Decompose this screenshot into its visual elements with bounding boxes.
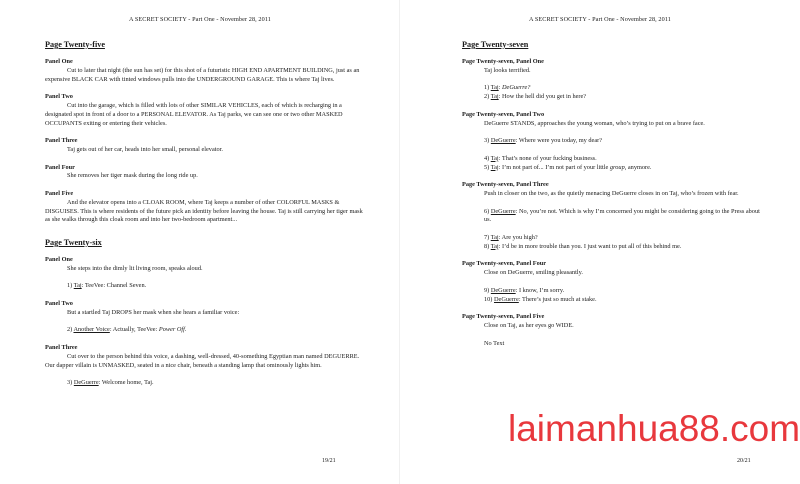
panel-label: Panel One bbox=[45, 255, 73, 263]
panel-description: Push in closer on the two, as the quietly menacing DeGuerre closes in on Taj, who’s frozen with fear. bbox=[484, 189, 739, 197]
dialogue-line: 2) Taj: How the hell did you get in here? bbox=[484, 93, 587, 101]
panel-description: Close on Taj, as her eyes go WIDE. bbox=[484, 321, 574, 329]
dialogue-line: 8) Taj: I’d be in more trouble than you. I just want to put all of this behind me. bbox=[484, 242, 682, 250]
panel-description: Taj gets out of her car, heads into her small, personal elevator. bbox=[67, 145, 223, 153]
dialogue-line: 3) DeGuerre: Welcome home, Taj. bbox=[67, 379, 154, 387]
page-title: Page Twenty-six bbox=[45, 237, 102, 247]
dialogue-line: 1) Taj: DeGuerre? bbox=[484, 84, 531, 92]
panel-label: Panel Two bbox=[45, 299, 73, 307]
dialogue-line: 3) DeGuerre: Where were you today, my dear? bbox=[484, 137, 603, 145]
watermark-text: laimanhua88.com bbox=[508, 408, 800, 449]
speaker-name: DeGuerre bbox=[73, 379, 99, 387]
panel-label: Page Twenty-seven, Panel Two bbox=[462, 110, 545, 118]
dialogue-line: 6) DeGuerre: No, you’re not. Which is why I’m concerned you might be considering going to the Press about us. bbox=[484, 207, 760, 224]
panel-description: She removes her tiger mask during the long ride up. bbox=[67, 172, 198, 180]
panel-label: Panel Two bbox=[45, 93, 73, 101]
panel-label: Page Twenty-seven, Panel Five bbox=[462, 313, 545, 321]
page-header: A SECRET SOCIETY - Part One - November 28, 2011 bbox=[129, 16, 271, 23]
dialogue-line: 4) Taj: That’s none of your fucking business. bbox=[484, 154, 597, 162]
panel-description: Cut into the garage, which is filled with lots of other SIMILAR VEHICLES, each of which is recharging in a designated spot in front of a door to a PERSONAL ELEVATOR. As Taj parks, we can see one or two other MASKED OCCUPANTS exiting or entering their vehicles. bbox=[45, 101, 343, 127]
page-title: Page Twenty-seven bbox=[462, 40, 529, 49]
speaker-name: Taj bbox=[73, 282, 82, 290]
panel-description: But a startled Taj DROPS her mask when she hears a familiar voice: bbox=[67, 308, 240, 316]
page-content bbox=[462, 40, 766, 348]
speaker-name: Taj bbox=[490, 233, 499, 241]
dialogue-line: 1) Taj: TeeVee: Channel Seven. bbox=[67, 282, 147, 290]
speaker-name: Taj bbox=[490, 163, 499, 171]
panel-description: Cut over to the person behind this voice, a dashing, well-dressed, 40-something Egyptian man named DEGUERRE. Our dapper villain is UNMASKED, seated in a nice chair, beneath a standing lamp that ominously lights him. bbox=[45, 352, 360, 369]
speaker-name: DeGuerre bbox=[490, 207, 516, 215]
speaker-name: DeGuerre bbox=[490, 137, 516, 145]
speaker-name: Taj bbox=[490, 93, 499, 101]
speaker-name: Taj bbox=[490, 154, 499, 162]
panel-description: DeGuerre STANDS, approaches the young woman, who’s trying to put on a brave face. bbox=[484, 119, 705, 127]
dialogue-line: 9) DeGuerre: I know, I’m sorry. bbox=[484, 286, 565, 294]
dialogue-line: 10) DeGuerre: There’s just so much at stake. bbox=[484, 295, 597, 303]
page-number: 19/21 bbox=[322, 458, 336, 464]
dialogue-line: 7) Taj: Are you high? bbox=[484, 233, 538, 241]
panel-label: Page Twenty-seven, Panel Four bbox=[462, 260, 547, 268]
speaker-name: DeGuerre bbox=[493, 295, 519, 303]
speaker-name: Taj bbox=[490, 242, 499, 250]
panel-description: Close on DeGuerre, smiling pleasantly. bbox=[484, 269, 583, 277]
dialogue-line: 2) Another Voice: Actually, TeeVee: Power Off. bbox=[67, 326, 187, 334]
panel-description: Taj looks terrified. bbox=[484, 66, 531, 74]
panel-description: And the elevator opens into a CLOAK ROOM, where Taj keeps a number of other COLORFUL MASKS & DISGUISES. This is where residents of the future pick an identity before leaving the house. Taj is still carrying her tiger mask as she walks through this cloak room and into her two-bedroom apartment... bbox=[45, 198, 363, 224]
page-content bbox=[45, 40, 363, 388]
panel-description: Cut to later that night (the sun has set) for this shot of a futuristic HIGH END APARTMENT BUILDING, just as an expensive BLACK CAR with tinted windows pulls into the UNDERGROUND GARAGE. This is where Taj lives. bbox=[45, 66, 360, 83]
speaker-name: DeGuerre bbox=[490, 286, 516, 294]
panel-label: Panel Three bbox=[45, 137, 78, 145]
page-title: Page Twenty-five bbox=[45, 40, 105, 49]
dialogue-line: 5) Taj: I’m not part of... I’m not part of your little group, anymore. bbox=[484, 163, 652, 171]
page-number: 20/21 bbox=[737, 458, 751, 464]
panel-label: Panel Three bbox=[45, 343, 78, 351]
panel-label: Panel One bbox=[45, 58, 73, 65]
panel-label: Page Twenty-seven, Panel Three bbox=[462, 181, 549, 189]
speaker-name: Taj bbox=[490, 84, 499, 92]
page-header: A SECRET SOCIETY - Part One - November 28, 2011 bbox=[529, 16, 671, 23]
panel-label: Panel Four bbox=[45, 163, 75, 171]
panel-description: She steps into the dimly lit living room, speaks aloud. bbox=[67, 264, 203, 272]
speaker-name: Another Voice bbox=[73, 326, 110, 334]
panel-label: Page Twenty-seven, Panel One bbox=[462, 58, 544, 65]
dialogue-line: No Text bbox=[484, 339, 505, 347]
panel-label: Panel Five bbox=[45, 189, 74, 197]
